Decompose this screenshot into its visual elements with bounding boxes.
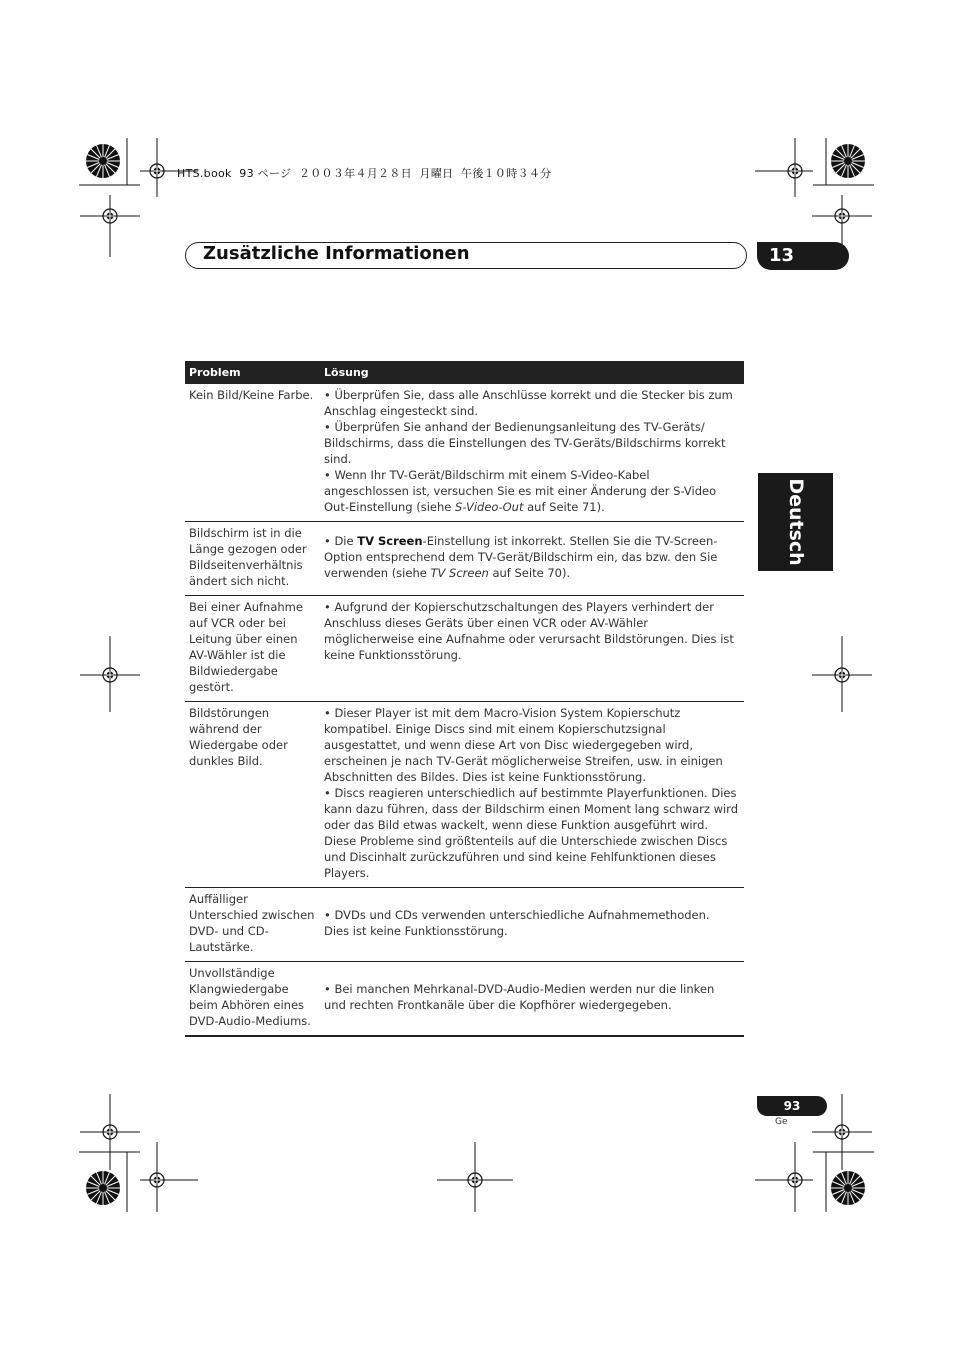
table-header: [185, 361, 744, 383]
solution-bullet: • Überprüfen Sie, dass alle Anschlüsse korrekt und die Stecker bis zum Anschlag eingesteckt sind.: [324, 388, 733, 418]
language-tab: [758, 473, 833, 571]
table-row: [185, 887, 744, 961]
troubleshooting-table: [185, 361, 744, 1037]
language-tab-label: Deutsch: [784, 478, 807, 566]
problem-cell: Kein Bild/Keine Farbe.: [189, 388, 314, 402]
solution-cell: [321, 705, 744, 881]
problem-cell: Auffälliger Unterschied zwischen DVD- und CD-Lautstärke.: [189, 892, 315, 954]
problem-cell: Bildschirm ist in die Länge gezogen oder Bildseitenverhältnis ändert sich nicht.: [189, 526, 307, 588]
print-header: HTS.book 93 ページ ２００３年４月２８日 月曜日 午後１０時３４分: [177, 167, 552, 180]
header-problem: Problem: [189, 365, 241, 379]
page-language-code: Ge: [775, 1117, 788, 1127]
solution-cell: • DVDs und CDs verwenden unterschiedliche Aufnahmemethoden. Dies ist keine Funktionsstörung.: [324, 908, 710, 938]
solution-cell: • Die TV Screen-Einstellung ist inkorrekt. Stellen Sie die TV-Screen-Option entsprechend dem TV-Gerät/Bildschirm ein, das bzw. den Sie verwenden (siehe TV Screen auf Seite 70).: [324, 534, 718, 580]
solution-bullet: • Überprüfen Sie anhand der Bedienungsanleitung des TV-Geräts/ Bildschirms, dass die Einstellungen des TV-Geräts/Bildschirms korrekt sind.: [324, 420, 726, 466]
table-row: [185, 701, 744, 887]
chapter-number: 13: [757, 242, 849, 270]
table-bottom-rule: [185, 1035, 744, 1037]
solution-cell: • Aufgrund der Kopierschutzschaltungen des Players verhindert der Anschluss dieses Geräts über einen VCR oder AV-Wähler möglicherweise eine Aufnahme oder verursacht Bildstörungen. Dies ist keine Funktionsstörung.: [324, 600, 734, 662]
table-row: [185, 383, 744, 521]
solution-bullet: • Discs reagieren unterschiedlich auf bestimmte Playerfunktionen. Dies kann dazu führen, dass der Bildschirm einen Moment lang schwarz wird oder das Bild etwas wackelt, wenn diese Funktion ausgeführt wird. Diese Probleme sind größtenteils auf die Unterschiede zwischen Discs und Discinhalt zurückzuführen und sind keine Fehlfunktionen dieses Players.: [324, 786, 738, 880]
solution-bullet: • Wenn Ihr TV-Gerät/Bildschirm mit einem S-Video-Kabel angeschlossen ist, versuchen Sie es mit einer Änderung der S-Video Out-Einstellung (siehe S-Video-Out auf Seite 71).: [324, 468, 717, 514]
table-row: [185, 521, 744, 595]
table-row: [185, 595, 744, 701]
problem-cell: Bildstörungen während der Wiedergabe oder dunkles Bild.: [189, 706, 288, 768]
problem-cell: Unvollständige Klangwiedergabe beim Abhören eines DVD-Audio-Mediums.: [189, 966, 311, 1028]
page-number: 93: [757, 1096, 827, 1116]
table-row: [185, 961, 744, 1035]
solution-cell: • Bei manchen Mehrkanal-DVD-Audio-Medien werden nur die linken und rechten Frontkanäle über die Kopfhörer wiedergegeben.: [324, 982, 715, 1012]
solution-bullet: • Dieser Player ist mit dem Macro-Vision System Kopierschutz kompatibel. Einige Discs sind mit einem Kopierschutzsignal ausgestattet, und wenn diese Art von Disc wiedergegeben wird, erscheinen je nach TV-Gerät möglicherweise Streifen, usw. in einigen Abschnitten des Bildes. Dies ist keine Funktionsstörung.: [324, 706, 723, 784]
solution-cell: [321, 387, 744, 515]
chapter-title: Zusätzliche Informationen: [203, 243, 470, 264]
header-solution: Lösung: [324, 365, 369, 379]
problem-cell: Bei einer Aufnahme auf VCR oder bei Leitung über einen AV-Wähler ist die Bildwiedergabe gestört.: [189, 600, 303, 694]
